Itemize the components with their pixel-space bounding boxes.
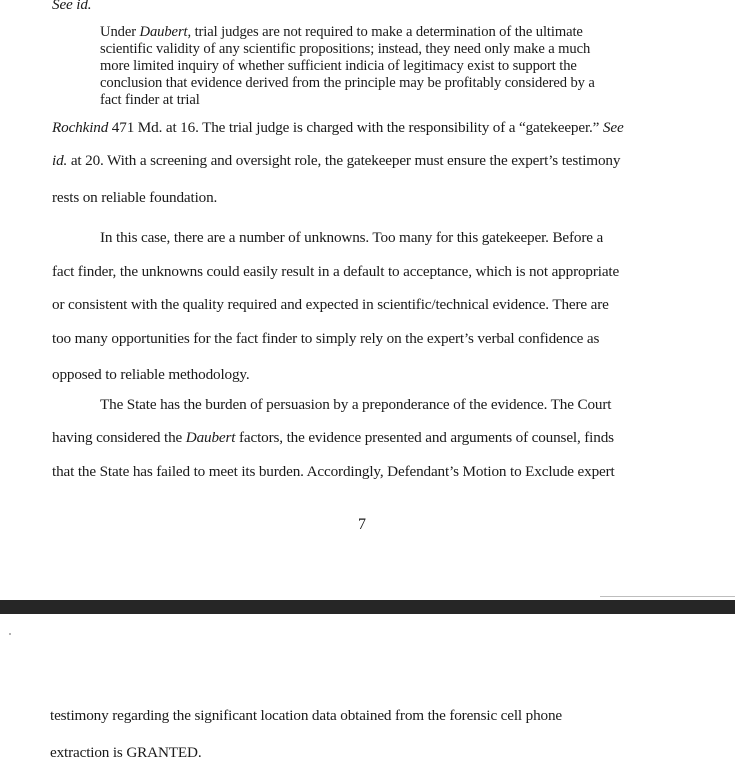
paragraph-line: that the State has failed to meet its burden. Accordingly, Defendant’s Motion to Exclude expert xyxy=(52,463,615,480)
paragraph-line: id. at 20. With a screening and oversight role, the gatekeeper must ensure the expert’s testimony xyxy=(52,152,621,169)
paragraph-line: In this case, there are a number of unknowns. Too many for this gatekeeper. Before a xyxy=(100,229,604,246)
scan-artifact-dot xyxy=(9,633,11,635)
paragraph-line: rests on reliable foundation. xyxy=(52,189,218,206)
block-quote-line: scientific validity of any scientific propositions; instead, they need only make a much xyxy=(100,41,591,57)
paragraph-line: The State has the burden of persuasion by a preponderance of the evidence. The Court xyxy=(100,396,612,413)
paragraph-line: opposed to reliable methodology. xyxy=(52,366,250,383)
block-quote-line: more limited inquiry of whether sufficient indicia of legitimacy exist to support the xyxy=(100,58,577,74)
page-break-divider xyxy=(0,600,735,614)
scan-artifact-streak xyxy=(600,596,735,597)
paragraph-line: Rochkind 471 Md. at 16. The trial judge is charged with the responsibility of a “gatekeeper.” See xyxy=(52,119,624,136)
paragraph-line: testimony regarding the significant location data obtained from the forensic cell phone xyxy=(50,707,563,724)
block-quote-line: fact finder at trial xyxy=(100,92,200,108)
see-id-citation xyxy=(52,0,91,14)
paragraph-line: extraction is GRANTED. xyxy=(50,744,202,761)
paragraph-line: or consistent with the quality required and expected in scientific/technical evidence. There are xyxy=(52,296,609,313)
see-id-text: See id. xyxy=(52,0,92,13)
paragraph-line: having considered the Daubert factors, the evidence presented and arguments of counsel, finds xyxy=(52,429,614,446)
paragraph-line: fact finder, the unknowns could easily result in a default to acceptance, which is not appropriate xyxy=(52,263,620,280)
page-number: 7 xyxy=(358,516,366,533)
paragraph-line: too many opportunities for the fact finder to simply rely on the expert’s verbal confidence as xyxy=(52,330,600,347)
block-quote-line: conclusion that evidence derived from the principle may be profitably considered by a xyxy=(100,75,595,91)
block-quote-line: Under Daubert, trial judges are not required to make a determination of the ultimate xyxy=(100,24,583,40)
